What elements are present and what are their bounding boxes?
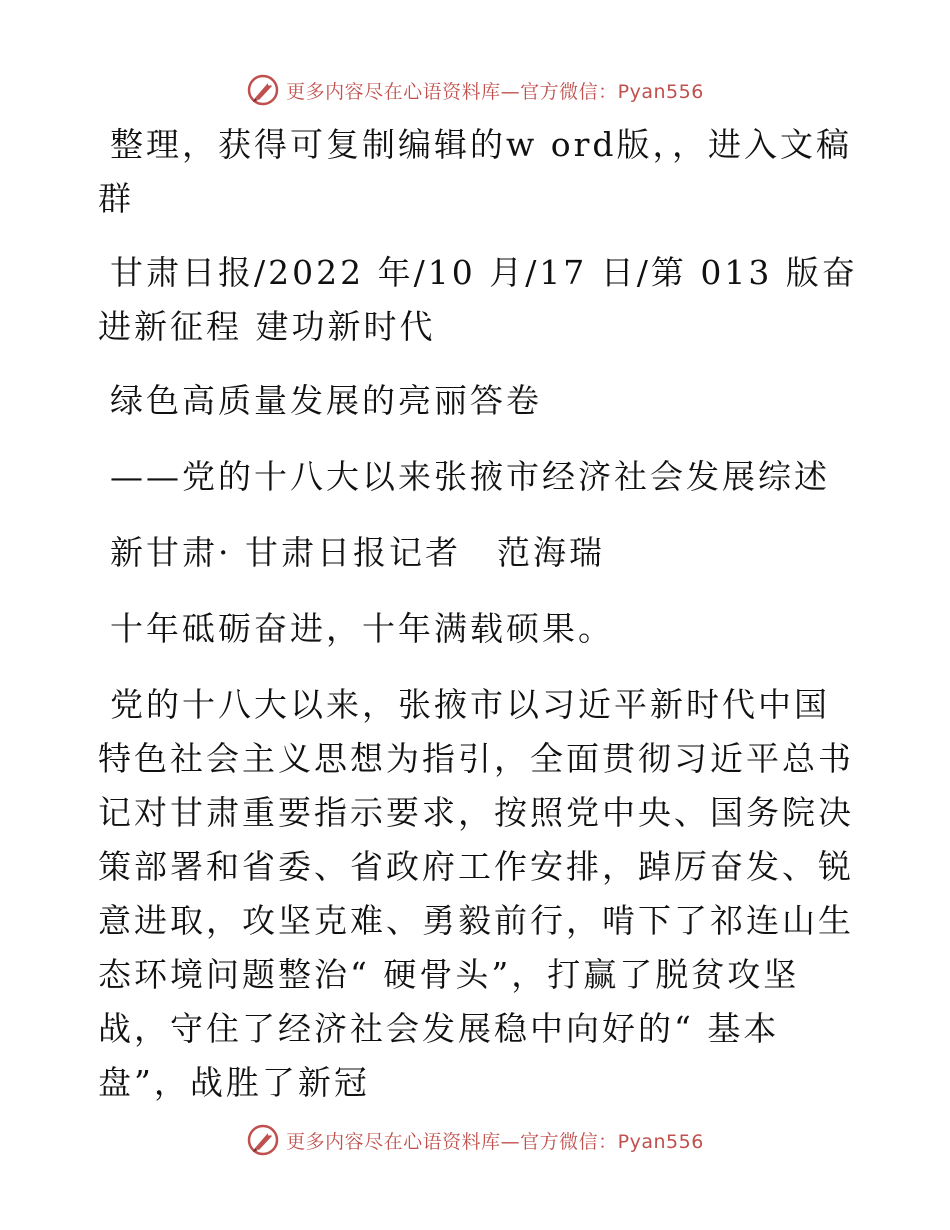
watermark-text: 更多内容尽在心语资料库—官方微信：Pyan556 <box>286 1130 704 1153</box>
article-title: 绿色高质量发展的亮丽答卷 <box>110 381 542 420</box>
paragraph-body: 党的十八大以来，张掖市以习近平新时代中国特色社会主义思想为指引，全面贯彻习近平总书记对甘肃重要指示要求，按照党中央、国务院决策部署和省委、省政府工作安排，踔厉奋发、锐意进取，攻坚克难、勇毅前行，啃下了祁连山生态环境问题整治“ 硬骨头”，打赢了脱贫攻坚战，守住了经济社会发展稳中向好的“ 基本盘”，战胜了新冠 <box>98 685 854 1102</box>
watermark-text: 更多内容尽在心语资料库—官方微信：Pyan556 <box>286 80 704 103</box>
article-byline: 新甘肃· 甘肃日报记者 范海瑞 <box>110 533 605 572</box>
document-body <box>98 118 858 1110</box>
paragraph-lead: 十年砥砺奋进，十年满载硕果。 <box>110 609 614 648</box>
header-watermark <box>0 72 950 108</box>
paragraph-intro: 整理，获得可复制编辑的w ord版，，进入文稿群 <box>98 125 853 218</box>
article-subtitle: ——党的十八大以来张掖市经济社会发展综述 <box>110 457 830 496</box>
pen-circle-logo-icon <box>246 1123 280 1157</box>
footer-watermark <box>0 1122 950 1158</box>
paragraph-source: 甘肃日报/2022 年/10 月/17 日/第 013 版奋进新征程 建功新时代 <box>98 253 858 346</box>
pen-circle-logo-icon <box>246 73 280 107</box>
